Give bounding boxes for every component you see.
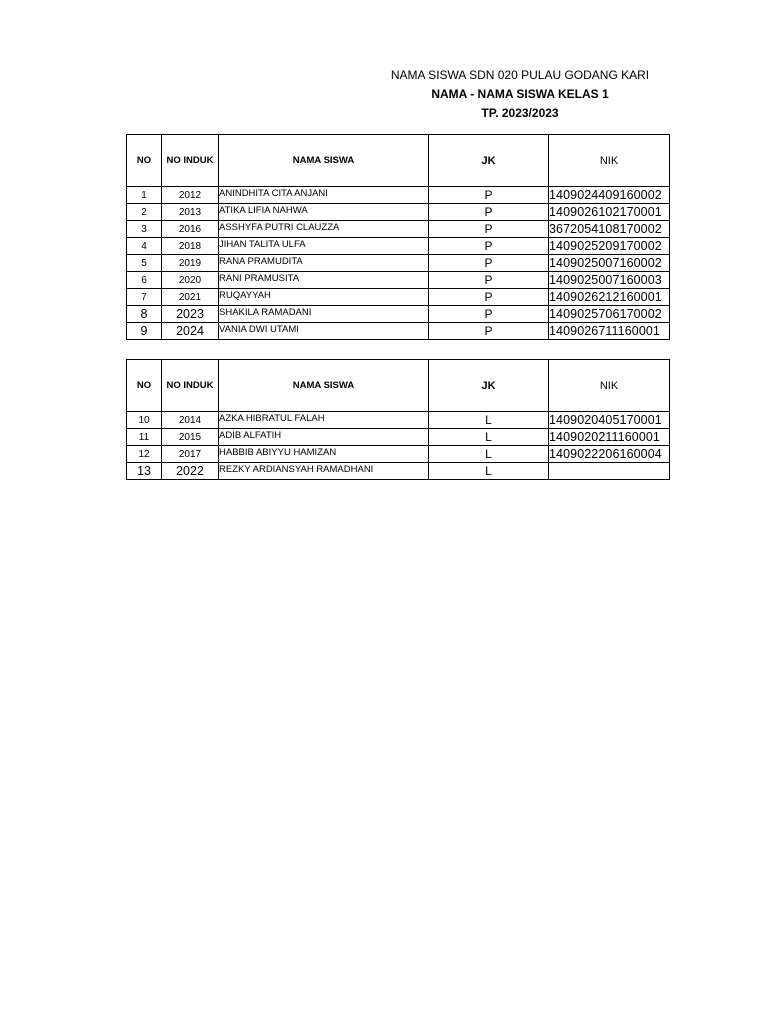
school-year: TP. 2023/2023	[481, 106, 559, 120]
student-table-male-body	[127, 360, 670, 480]
row-jk: P	[429, 289, 549, 306]
row-nama-siswa: SHAKILA RAMADANI	[219, 306, 429, 323]
table-row	[127, 204, 670, 221]
row-no-induk: 2016	[162, 221, 219, 238]
row-nik: 3672054108170002	[549, 221, 670, 238]
row-number: 8	[127, 306, 162, 323]
row-nama-siswa: ANINDHITA CITA ANJANI	[219, 187, 429, 204]
row-jk: P	[429, 306, 549, 323]
header-no: NO	[127, 135, 162, 187]
row-jk: P	[429, 204, 549, 221]
row-nama-siswa: ASSHYFA PUTRI CLAUZZA	[219, 221, 429, 238]
row-number: 11	[127, 429, 162, 446]
row-nama-siswa: HABBIB ABIYYU HAMIZAN	[219, 446, 429, 463]
row-nik: 1409026212160001	[549, 289, 670, 306]
row-nama-siswa: AZKA HIBRATUL FALAH	[219, 412, 429, 429]
row-number: 12	[127, 446, 162, 463]
row-jk: L	[429, 463, 549, 480]
school-title: NAMA SISWA SDN 020 PULAU GODANG KARI	[390, 68, 650, 82]
row-no-induk: 2020	[162, 272, 219, 289]
row-number: 1	[127, 187, 162, 204]
row-no-induk: 2014	[162, 412, 219, 429]
row-no-induk: 2015	[162, 429, 219, 446]
header-nama-siswa: NAMA SISWA	[219, 135, 429, 187]
row-jk: P	[429, 323, 549, 340]
row-nik	[549, 463, 670, 480]
header-jk: JK	[429, 360, 549, 412]
row-jk: L	[429, 446, 549, 463]
table-row	[127, 463, 670, 480]
student-table-female-body	[127, 135, 670, 340]
header-no-induk: NO INDUK	[162, 135, 219, 187]
row-nik: 1409020211160001	[549, 429, 670, 446]
row-no-induk: 2019	[162, 255, 219, 272]
row-jk: P	[429, 255, 549, 272]
row-no-induk: 2012	[162, 187, 219, 204]
table-row	[127, 412, 670, 429]
row-nik: 1409020405170001	[549, 412, 670, 429]
row-jk: P	[429, 272, 549, 289]
row-number: 4	[127, 238, 162, 255]
row-no-induk: 2022	[162, 463, 219, 480]
row-jk: P	[429, 187, 549, 204]
row-nama-siswa: REZKY ARDIANSYAH RAMADHANI	[219, 463, 429, 480]
row-jk: L	[429, 412, 549, 429]
row-number: 9	[127, 323, 162, 340]
header-nama-siswa: NAMA SISWA	[219, 360, 429, 412]
table-header-row	[127, 135, 670, 187]
row-nama-siswa: JIHAN TALITA ULFA	[219, 238, 429, 255]
header-no: NO	[127, 360, 162, 412]
row-number: 13	[127, 463, 162, 480]
row-nama-siswa: ATIKA LIFIA NAHWA	[219, 204, 429, 221]
row-nik: 1409025007160002	[549, 255, 670, 272]
row-no-induk: 2021	[162, 289, 219, 306]
header-jk: JK	[429, 135, 549, 187]
row-nik: 1409025209170002	[549, 238, 670, 255]
student-table-male	[126, 359, 670, 480]
table-row	[127, 272, 670, 289]
table-row	[127, 306, 670, 323]
row-nik: 1409024409160002	[549, 187, 670, 204]
header-nik: NIK	[549, 360, 670, 412]
table-header-row	[127, 360, 670, 412]
student-table-female	[126, 134, 670, 340]
row-nama-siswa: RUQAYYAH	[219, 289, 429, 306]
row-number: 6	[127, 272, 162, 289]
table-row	[127, 221, 670, 238]
row-nik: 1409025706170002	[549, 306, 670, 323]
row-nik: 1409026711160001	[549, 323, 670, 340]
row-no-induk: 2023	[162, 306, 219, 323]
row-nik: 1409025007160003	[549, 272, 670, 289]
row-nama-siswa: RANI PRAMUSITA	[219, 272, 429, 289]
table-row	[127, 238, 670, 255]
row-no-induk: 2013	[162, 204, 219, 221]
class-title: NAMA - NAMA SISWA KELAS 1	[431, 87, 609, 101]
row-number: 7	[127, 289, 162, 306]
row-nik: 1409026102170001	[549, 204, 670, 221]
table-row	[127, 187, 670, 204]
row-jk: L	[429, 429, 549, 446]
row-number: 3	[127, 221, 162, 238]
header-no-induk: NO INDUK	[162, 360, 219, 412]
document-header	[360, 66, 680, 123]
table-row	[127, 446, 670, 463]
row-jk: P	[429, 221, 549, 238]
table-row	[127, 323, 670, 340]
row-number: 10	[127, 412, 162, 429]
row-no-induk: 2018	[162, 238, 219, 255]
row-number: 2	[127, 204, 162, 221]
row-nama-siswa: RANA PRAMUDITA	[219, 255, 429, 272]
row-nama-siswa: VANIA DWI UTAMI	[219, 323, 429, 340]
table-row	[127, 255, 670, 272]
header-nik: NIK	[549, 135, 670, 187]
row-nik: 1409022206160004	[549, 446, 670, 463]
row-nama-siswa: ADIB ALFATIH	[219, 429, 429, 446]
row-no-induk: 2017	[162, 446, 219, 463]
table-row	[127, 429, 670, 446]
row-jk: P	[429, 238, 549, 255]
table-row	[127, 289, 670, 306]
row-no-induk: 2024	[162, 323, 219, 340]
row-number: 5	[127, 255, 162, 272]
